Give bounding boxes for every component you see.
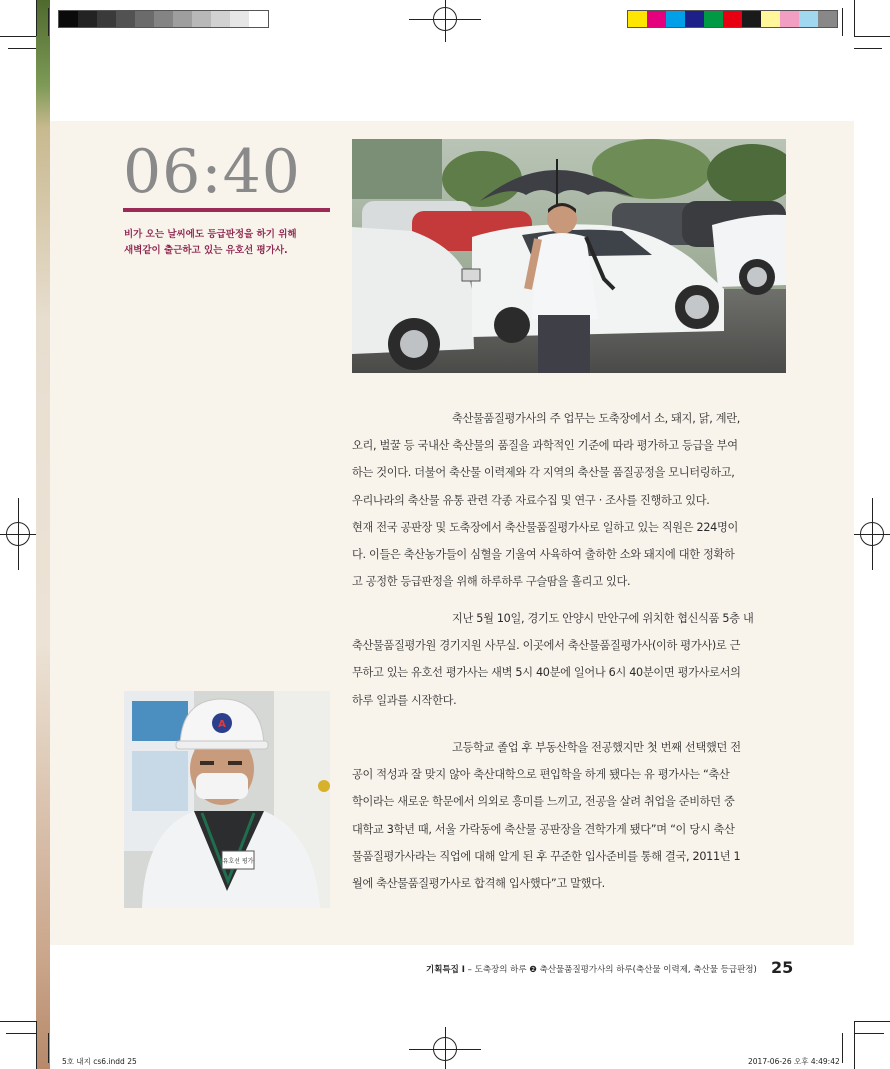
text-line: 월에 축산물품질평가사로 합격해 입사했다”고 말했다. — [352, 877, 605, 891]
photo-inspector-portrait — [124, 691, 330, 908]
photo-umbrella-parking-lot — [352, 139, 786, 373]
text-line: 고등학교 졸업 후 부동산학을 전공했지만 첫 번째 선택했던 전 — [452, 741, 741, 754]
photo-umbrella-illustration — [352, 139, 786, 373]
caption-line: 비가 오는 날씨에도 등급판정을 하기 위해 — [124, 229, 297, 240]
text-line: 축산물품질평가사의 주 업무는 도축장에서 소, 돼지, 닭, 계란, — [452, 412, 740, 425]
text-line: 다. 이들은 축산농가들이 심혈을 기울여 사육하여 출하한 소와 돼지에 대한 정확하 — [352, 548, 735, 562]
text-line: 물품질평가사라는 직업에 대해 알게 된 후 꾸준한 입사준비를 통해 결국, 2011년 1 — [352, 849, 741, 863]
slug-file-name: 5호 내지 cs6.indd 25 — [62, 1057, 137, 1066]
text-line: 고 공정한 등급판정을 위해 하루하루 구슬땀을 흘리고 있다. — [352, 575, 631, 589]
text-line: 하루 일과를 시작한다. — [352, 693, 457, 707]
footer-title: – 도축장의 하루 ❷ 축산물품질평가사의 하루(축산물 이력제, 축산물 등급판정) — [467, 965, 757, 975]
photo-caption — [124, 227, 334, 259]
text-line: 오리, 벌꿀 등 국내산 축산물의 품질을 과학적인 기준에 따라 평가하고 등급을 부여 — [352, 439, 738, 453]
page-number: 25 — [771, 958, 794, 977]
name-tag-text: 유호선 평가 — [222, 858, 254, 865]
text-line: 대학교 3학년 때, 서울 가락동에 축산물 공판장을 견학가게 됐다”며 “이 당시 축산 — [352, 822, 735, 836]
photo-inspector-illustration — [124, 691, 330, 908]
text-line: 현재 전국 공판장 및 도축장에서 축산물품질평가사로 일하고 있는 직원은 224명이 — [352, 520, 738, 534]
text-line: 우리나라의 축산물 유통 관련 각종 자료수집 및 연구 · 조사를 진행하고 있다. — [352, 493, 710, 507]
text-line: 공이 적성과 잘 맞지 않아 축산대학으로 편입학을 하게 됐다는 유 평가사는 “축산 — [352, 768, 730, 782]
process-color-bar — [627, 10, 838, 28]
text-line: 지난 5월 10일, 경기도 안양시 만안구에 위치한 협신식품 5층 내 — [452, 612, 754, 625]
running-footer — [426, 962, 766, 978]
text-line: 하는 것이다. 더불어 축산물 이력제와 각 지역의 축산물 품질공정을 모니터링하고, — [352, 466, 735, 480]
article-paragraph-1 — [352, 405, 786, 595]
text-line: 무하고 있는 유호선 평가사는 새벽 5시 40분에 일어나 6시 40분이면 평가사로서의 — [352, 666, 741, 680]
slug-timestamp: 2017-06-26 오후 4:49:42 — [748, 1057, 840, 1066]
time-heading: 06:40 — [123, 137, 301, 207]
helmet-logo-text: A — [218, 719, 226, 730]
article-paragraph-2 — [352, 605, 786, 714]
footer-section: 기획특집 Ⅰ — [426, 965, 465, 975]
text-line: 축산물품질평가원 경기지원 사무실. 이곳에서 축산물품질평가사(이하 평가사)로 근 — [352, 639, 741, 653]
heading-rule — [123, 208, 330, 212]
photo-bleed-strip — [36, 0, 50, 1069]
text-line: 학이라는 새로운 학문에서 의외로 흥미를 느끼고, 전공을 살려 취업을 준비하던 중 — [352, 795, 735, 809]
article-paragraph-3 — [352, 734, 786, 897]
caption-line: 새벽같이 출근하고 있는 유호선 평가사. — [124, 245, 288, 256]
grayscale-color-bar — [58, 10, 269, 28]
